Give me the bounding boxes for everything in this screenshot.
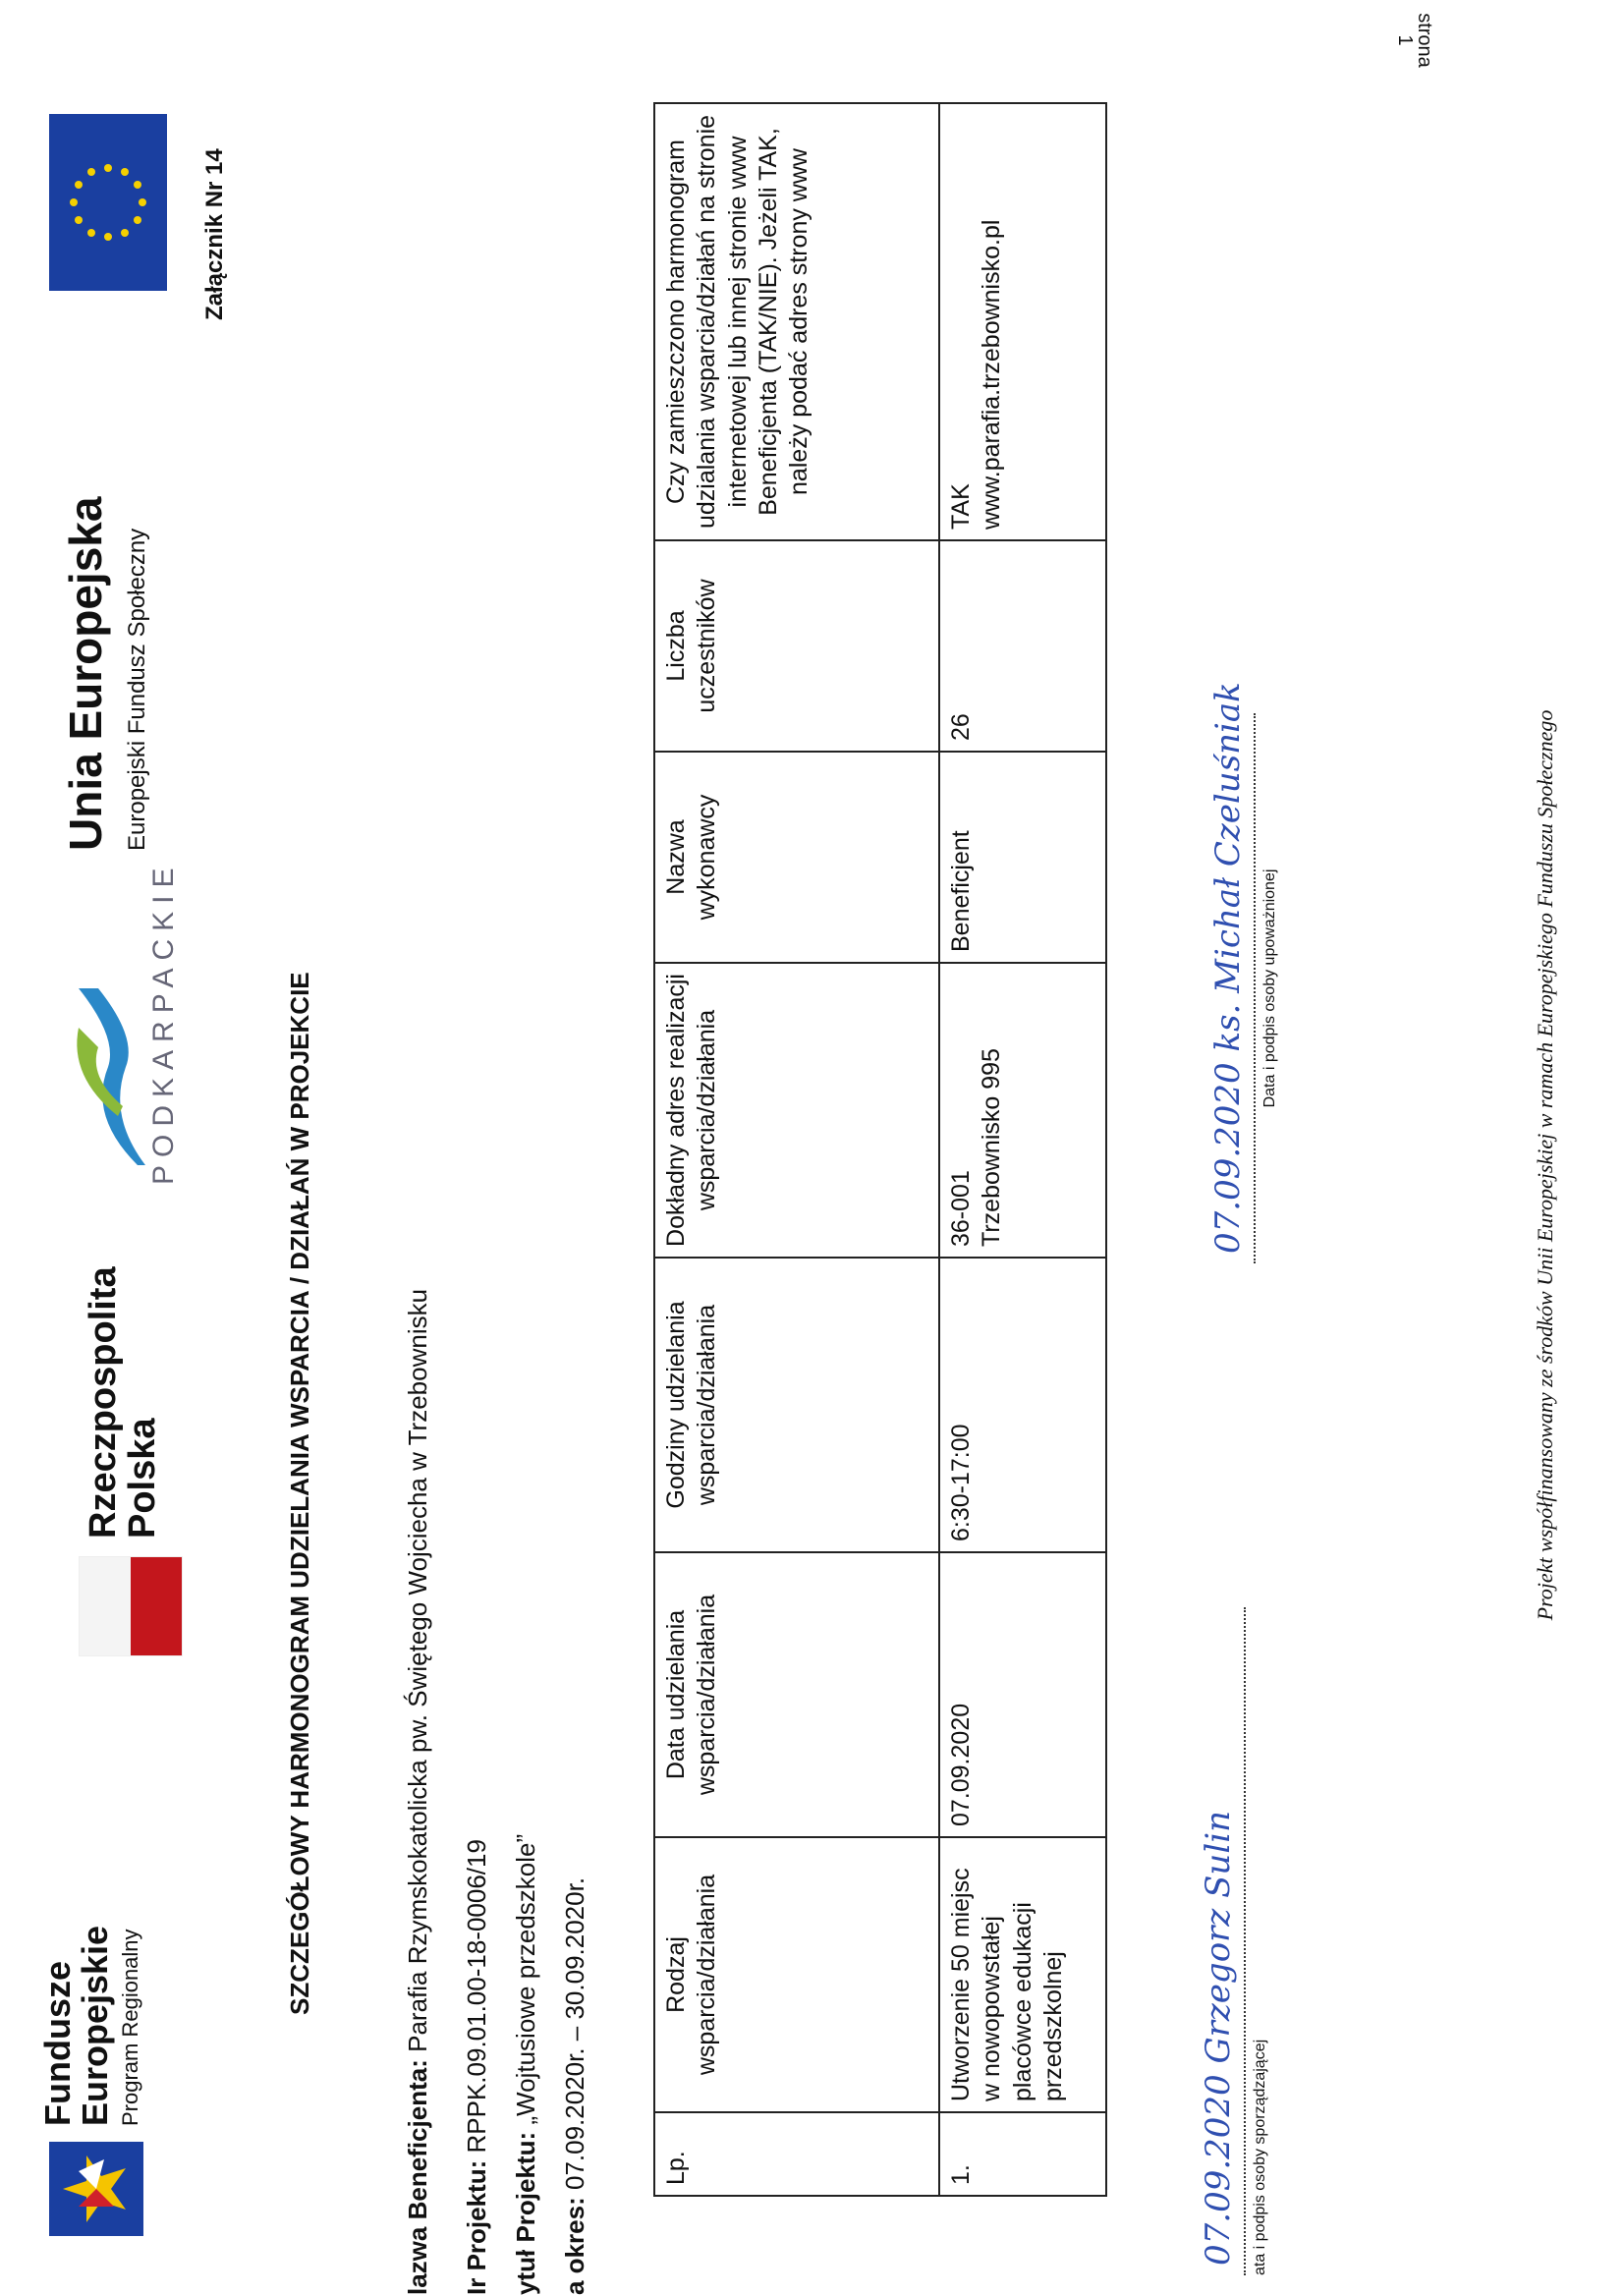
project-number-line: Ir Projektu: RPPK.09.01.00-18-0006/19 — [462, 1839, 491, 2295]
cell-wykonawca: Beneficjent — [939, 752, 1106, 963]
ue-line2: Europejski Fundusz Społeczny — [124, 528, 150, 851]
table-header-row — [654, 103, 939, 2196]
schedule-table — [653, 102, 1107, 2197]
fundusze-europejskie-logo — [39, 1922, 187, 2236]
right-handwritten-signature: 07.09.2020 ks. Michał Czeluśniak — [1208, 682, 1248, 1254]
footer-note: Projekt współfinansowany ze środków Unii Europejskiej w ramach Europejskiego Funduszu Społecznego — [1533, 709, 1557, 1621]
cell-rodzaj: Utworzenie 50 miejsc w nowopowstałej placówce edukacji przedszkolnej — [939, 1837, 1106, 2112]
attachment-number: Załącznik Nr 14 — [201, 148, 228, 320]
ue-line1: Unia Europejska — [60, 496, 111, 851]
header-rodzaj: Rodzaj wsparcia/działania — [654, 1837, 939, 2112]
project-title-line: ytuł Projektu: „Wojtusiowe przedszkole” — [511, 1833, 540, 2295]
left-handwritten-signature: 07.09.2020 Grzegorz Sulin — [1199, 1811, 1238, 2266]
cell-adres-line2: Trzebownisko 995 — [978, 1048, 1006, 1247]
fe-line1: Fundusze — [37, 1961, 78, 2126]
period-value: 07.09.2020r. – 30.09.2020r. — [560, 1876, 589, 2191]
header-lp: Lp. — [654, 2112, 939, 2196]
rp-line2: Polska — [122, 1418, 163, 1539]
fe-line3: Program Regionalny — [118, 1929, 142, 2126]
header-adres: Dokładny adres realizacji wsparcia/działania — [654, 963, 939, 1258]
header-wykonawca: Nazwa wykonawcy — [654, 752, 939, 963]
header-www: Czy zamieszczono harmonogram udzialania wsparcia/działań na stronie internetowej lub innej stronie www Beneficjenta (TAK/NIE). Jeżeli TAK, należy podać adres strony www — [654, 103, 939, 540]
eu-flag-icon — [49, 114, 167, 291]
project-title-value: „Wojtusiowe przedszkole” — [511, 1833, 540, 2125]
cell-lp: 1. — [939, 2112, 1106, 2196]
project-title-label: ytuł Projektu — [511, 2140, 540, 2295]
podkarpackie-text: PODKARPACKIE — [147, 860, 180, 1185]
beneficiary-line: lazwa Beneficjenta: Parafia Rzymskokatolicka pw. Świętego Wojciecha w Trzebownisku — [403, 1288, 432, 2295]
header-liczba: Liczba uczestników — [654, 540, 939, 752]
cell-adres — [939, 963, 1106, 1258]
project-number-label: Ir Projektu — [462, 2168, 491, 2295]
period-label: a okres — [560, 2205, 589, 2295]
cell-adres-line1: 36-001 — [947, 1170, 975, 1247]
rp-line1: Rzeczpospolita — [83, 1266, 124, 1539]
cell-liczba: 26 — [939, 540, 1106, 752]
cell-data: 07.09.2020 — [939, 1552, 1106, 1837]
document-title: SZCZEGÓŁOWY HARMONOGRAM UDZIELANIA WSPARCIA / DZIAŁAŃ W PROJEKCIE — [285, 972, 314, 2015]
cell-www-line1: TAK — [947, 483, 975, 530]
cell-www — [939, 103, 1106, 540]
cell-godziny: 6:30-17:00 — [939, 1258, 1106, 1552]
table-row — [939, 103, 1106, 2196]
left-signature-line — [1199, 1607, 1246, 2275]
fe-star-icon — [49, 2142, 143, 2236]
page-label: strona 1 — [1394, 13, 1435, 68]
podkarpackie-wave-icon — [69, 979, 147, 1175]
right-signature-block — [1208, 682, 1279, 1263]
header-godziny: Godziny udzielania wsparcia/działania — [654, 1258, 939, 1552]
right-signature-label: Data i podpis osoby upoważnionej — [1261, 868, 1278, 1108]
beneficiary-value: Parafia Rzymskokatolicka pw. Świętego Wojciecha w Trzebownisku — [403, 1288, 432, 2052]
beneficiary-label: lazwa Beneficjenta — [403, 2067, 432, 2295]
left-signature-label: ata i podpis osoby sporządzającej — [1252, 2039, 1268, 2275]
rzeczpospolita-logo — [39, 1266, 187, 1656]
left-signature-block — [1199, 1607, 1269, 2275]
fe-line2: Europejskie — [75, 1925, 115, 2126]
header-data: Data udzielania wsparcia/działania — [654, 1552, 939, 1837]
right-signature-line — [1208, 682, 1256, 1263]
polish-flag-icon — [79, 1556, 183, 1656]
unia-europejska-logo — [59, 438, 196, 851]
cell-www-line2: www.parafia.trzebownisko.pl — [978, 219, 1006, 530]
project-number-value: RPPK.09.01.00-18-0006/19 — [462, 1839, 491, 2154]
podkarpackie-logo — [69, 860, 196, 1214]
period-line: a okres: 07.09.2020r. – 30.09.2020r. — [560, 1876, 589, 2295]
